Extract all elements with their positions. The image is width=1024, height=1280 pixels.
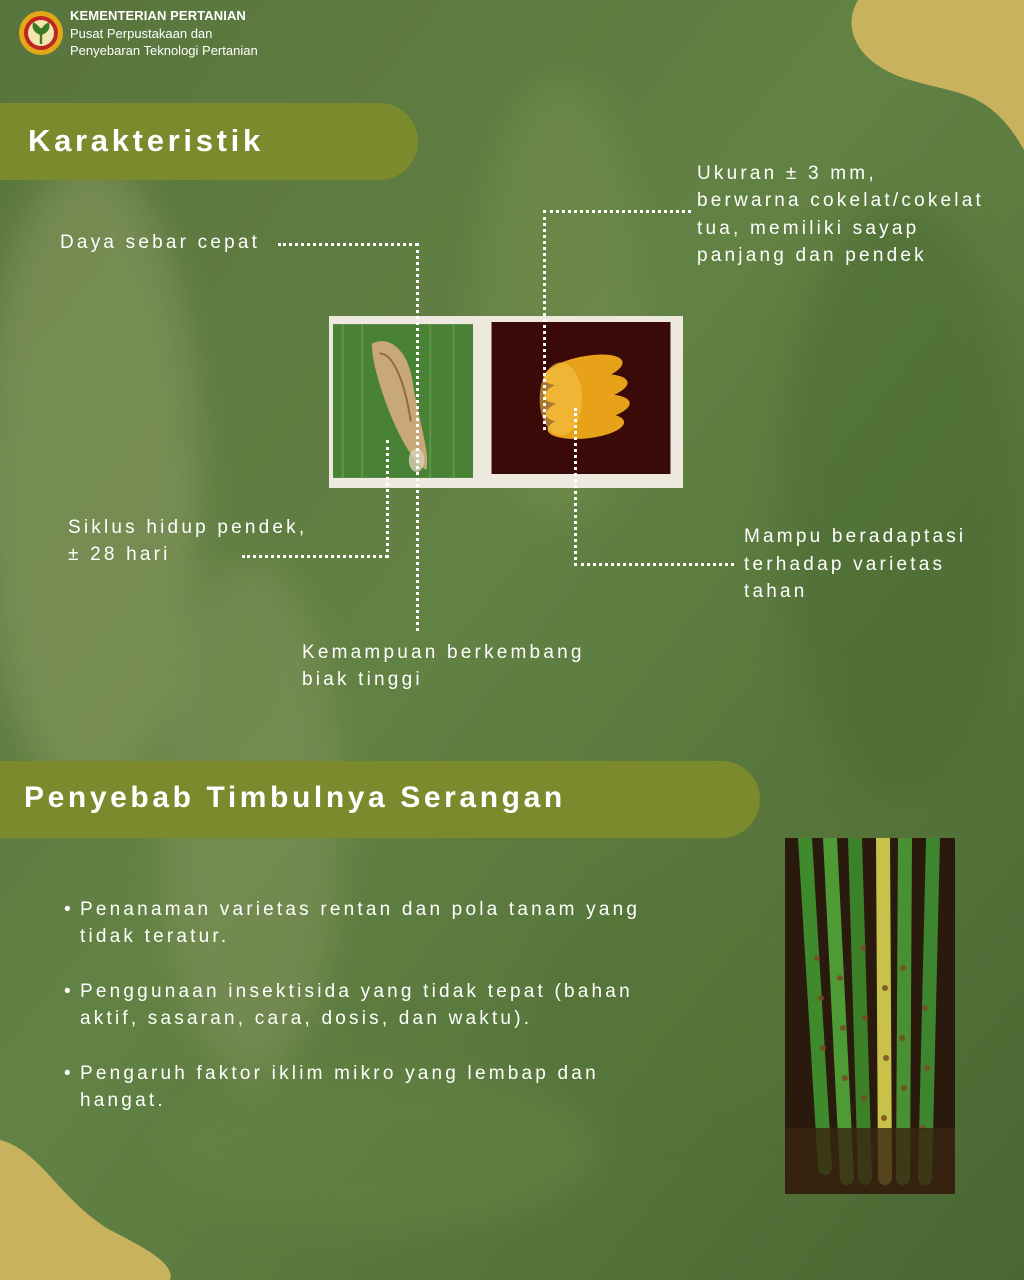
org-subtitle-line2: Penyebaran Teknologi Pertanian: [70, 43, 258, 58]
label-adapt-line3: tahan: [744, 581, 808, 602]
connector-cycle-v: [386, 440, 389, 558]
ministry-logo-icon: [18, 10, 64, 56]
decorative-blob-top-right: [840, 0, 1024, 150]
decorative-blob-bottom-left: [0, 1140, 180, 1280]
label-size-line3: tua, memiliki sayap: [697, 218, 920, 239]
list-item: • Penanaman varietas rentan dan pola tanam yang tidak teratur.: [64, 896, 704, 950]
connector-size-v: [543, 210, 546, 430]
infested-rice-stems-image: [785, 838, 955, 1194]
label-breed-line1: Kemampuan berkembang: [302, 642, 585, 663]
label-cycle-line1: Siklus hidup pendek,: [68, 517, 308, 538]
bullet-icon: •: [64, 899, 74, 920]
section-title: Penyebab Timbulnya Serangan: [24, 781, 566, 814]
connector-size-h: [543, 210, 691, 213]
header: [18, 8, 348, 64]
label-spread: Daya sebar cepat: [60, 232, 261, 253]
insect-eggs-image: [488, 322, 674, 474]
org-name: KEMENTERIAN PERTANIAN: [70, 8, 246, 23]
list-item: • Pengaruh faktor iklim mikro yang lembap dan hangat.: [64, 1060, 704, 1114]
label-adapt-line1: Mampu beradaptasi: [744, 526, 967, 547]
org-subtitle-line1: Pusat Perpustakaan dan: [70, 26, 213, 41]
label-cycle-line2: ± 28 hari: [68, 544, 171, 565]
insect-photos: [329, 316, 683, 488]
connector-adapt-h: [574, 563, 734, 566]
label-breed-line2: biak tinggi: [302, 669, 423, 690]
bullet-icon: •: [64, 981, 74, 1002]
label-adapt-line2: terhadap varietas: [744, 554, 946, 575]
label-size-line1: Ukuran ± 3 mm,: [697, 163, 877, 184]
list-item: • Penggunaan insektisida yang tidak tepat (bahan aktif, sasaran, cara, dosis, dan waktu).: [64, 978, 704, 1032]
section-banner-penyebab: [0, 761, 760, 838]
connector-cycle-h: [242, 555, 388, 558]
cause-list: [64, 896, 704, 1142]
insect-on-leaf-image: [333, 322, 473, 480]
connector-adapt-v: [574, 408, 577, 566]
label-size-line2: berwarna cokelat/cokelat: [697, 190, 984, 211]
bullet-icon: •: [64, 1063, 74, 1084]
connector-spread-h: [278, 243, 418, 246]
section-banner-karakteristik: [0, 103, 418, 180]
section-title: Karakteristik: [28, 123, 264, 158]
label-size-line4: panjang dan pendek: [697, 245, 927, 266]
connector-spread-v: [416, 243, 419, 631]
